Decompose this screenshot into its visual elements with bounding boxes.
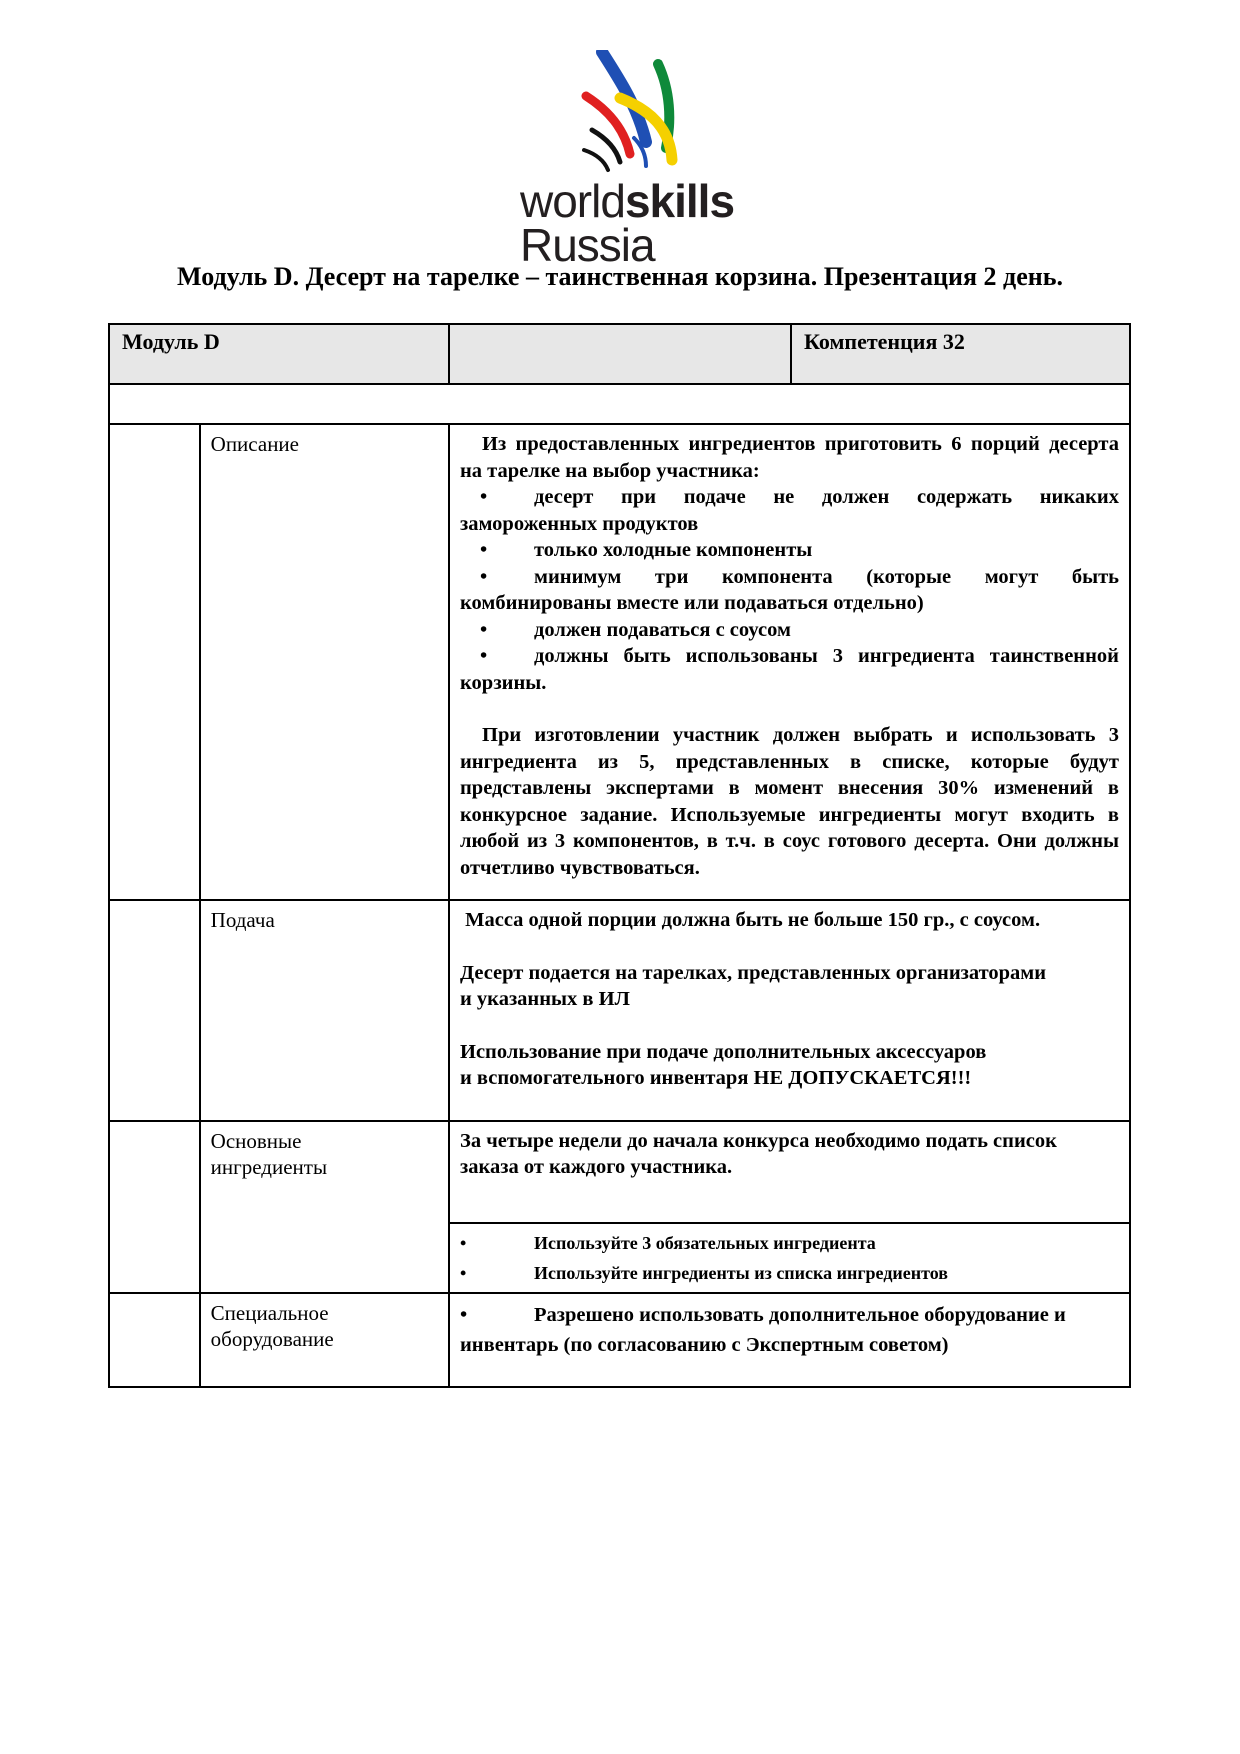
row-label-description: Описание (210, 432, 299, 456)
bullet-icon: • (480, 618, 488, 641)
serving-content: Масса одной порции должна быть не больше 150 гр., с соусом. Десерт подается на тарелках, представленных организаторами и указанных в ИЛ Использование при подаче дополнительных аксессуаров и вспомогательного инвентаря НЕ ДОПУСКАЕТСЯ!!! (460, 909, 1047, 1089)
row-label-equipment: Специальное оборудование (210, 1300, 334, 1351)
bullet-icon: • (480, 486, 488, 508)
list-item: • только холодные компоненты (460, 537, 1119, 564)
table-row-description (109, 424, 1130, 900)
header-cell-middle (449, 324, 791, 384)
ingredients-bullets (450, 1224, 1129, 1292)
description-content: Из предоставленных ингредиентов приготовить 6 порций десерта на тарелке на выбор участника: • десерт при подаче не должен содержать никаких замороженных продуктов • только холодные компоненты • минимум три компонента (которые могут быть комбинированы вместе или подаваться отдельно) • должен подаваться с соусом • должны быть использованы 3 ингредиента таинственной корзины. При изготовлении участник должен выбрать и использовать 3 ингредиента из 5, представленных в списке, которые будут представлены экспертами в момент внесения 30% изменений в конкурсное задание. Используемые ингредиенты могут входить в любой из 3 компонентов, в т.ч. в соус готового десерта. Они должны отчетливо чувствоваться. (460, 433, 1119, 879)
row-label-serving: Подача (210, 908, 275, 932)
blank-row (109, 384, 1130, 424)
logo-word-world: world (520, 175, 625, 227)
table-row-ingredients (109, 1121, 1130, 1223)
table-row-equipment (109, 1293, 1130, 1387)
logo-word-russia: Russia (520, 219, 655, 271)
bullet-icon: • (460, 1262, 467, 1283)
equipment-content (450, 1294, 1129, 1368)
logo-word-skills: skills (624, 175, 735, 227)
module-table (108, 323, 1131, 1388)
list-item: • минимум три компонента (которые могут быть комбинированы вместе или подаваться отдельно) (460, 565, 1119, 614)
row-label-ingredients: Основные ингредиенты (210, 1128, 328, 1179)
bullet-icon: • (460, 1303, 468, 1326)
module-label: Модуль D (122, 329, 220, 354)
list-item: • Разрешено использовать дополнительное оборудование и инвентарь (по согласованию с Экспертным советом) (460, 1300, 1069, 1360)
table-header-row (109, 324, 1130, 384)
list-item: • Используйте 3 обязательных ингредиента (460, 1228, 1119, 1258)
header-cell-competence (791, 324, 1130, 384)
list-item: • должен подаваться с соусом (460, 617, 1119, 644)
competence-label: Компетенция 32 (804, 329, 965, 354)
header-cell-module (109, 324, 449, 384)
list-item: • десерт при подаче не должен содержать никаких замороженных продуктов (460, 486, 1119, 535)
page-title: Модуль D. Десерт на тарелке – таинственная корзина. Презентация 2 день. (177, 262, 1063, 291)
ingredients-content: За четыре недели до начала конкурса необходимо подать список заказа от каждого участника. (460, 1129, 1057, 1178)
logo-wordmark (520, 175, 735, 227)
table-row-serving (109, 900, 1130, 1121)
bullet-icon: • (460, 1232, 467, 1253)
bullet-icon: • (480, 645, 488, 667)
bullet-icon: • (480, 539, 488, 561)
list-item: • Используйте ингредиенты из списка ингредиентов (460, 1258, 1119, 1288)
bullet-icon: • (480, 565, 488, 588)
list-item: • должны быть использованы 3 ингредиента таинственной корзины. (460, 645, 1119, 694)
